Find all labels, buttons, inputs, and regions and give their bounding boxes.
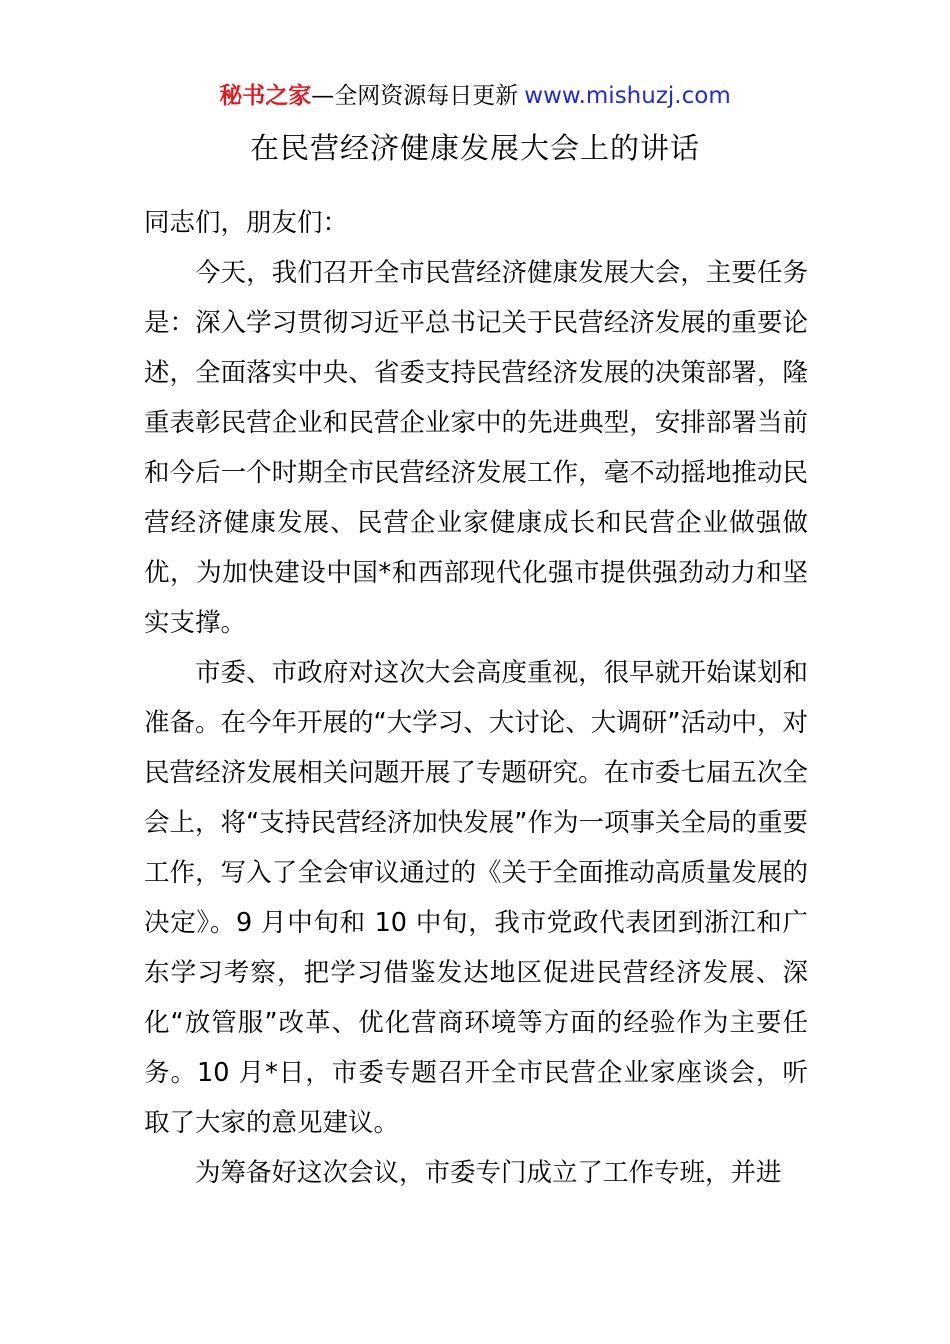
paragraph-3: 为筹备好这次会议，市委专门成立了工作专班，并进 (195, 1158, 782, 1188)
site-header (0, 80, 950, 112)
site-url-link[interactable]: www.mishuzj.com (524, 83, 731, 109)
paragraph-1: 今天，我们召开全市民营经济健康发展大会，主要任务是：深入学习贯彻习近平总书记关于民营经济发展的重要论述，全面落实中央、省委支持民营经济发展的决策部署，隆重表彰民营企业和民营企业家中的先进典型，安排部署当前和今后一个时期全市民营经济发展工作，毫不动摇地推动民营经济健康发展、民营企业家健康成长和民营企业做强做优，为加快建设中国*和西部现代化强市提供强劲动力和坚实支撑。 (144, 258, 808, 638)
brand-name: 秘书之家 (219, 83, 312, 109)
document-body (144, 198, 808, 1198)
salutation: 同志们，朋友们： (144, 208, 349, 238)
paragraph-2: 市委、市政府对这次大会高度重视，很早就开始谋划和准备。在今年开展的“大学习、大讨论、大调研”活动中，对民营经济发展相关问题开展了专题研究。在市委七届五次全会上，将“支持民营经济加快发展”作为一项事关全局的重要工作，写入了全会审议通过的《关于全面推动高质量发展的决定》。9 月中旬和 10 中旬，我市党政代表团到浙江和广东学习考察，把学习借鉴发达地区促进民营经济发展、深化“放管服”改革、优化营商环境等方面的经验作为主要任务。10 月*日，市委专题召开全市民营企业家座谈会，听取了大家的意见建议。 (144, 658, 808, 1138)
header-tagline: —全网资源每日更新 (311, 83, 519, 109)
document-title: 在民营经济健康发展大会上的讲话 (249, 131, 700, 165)
